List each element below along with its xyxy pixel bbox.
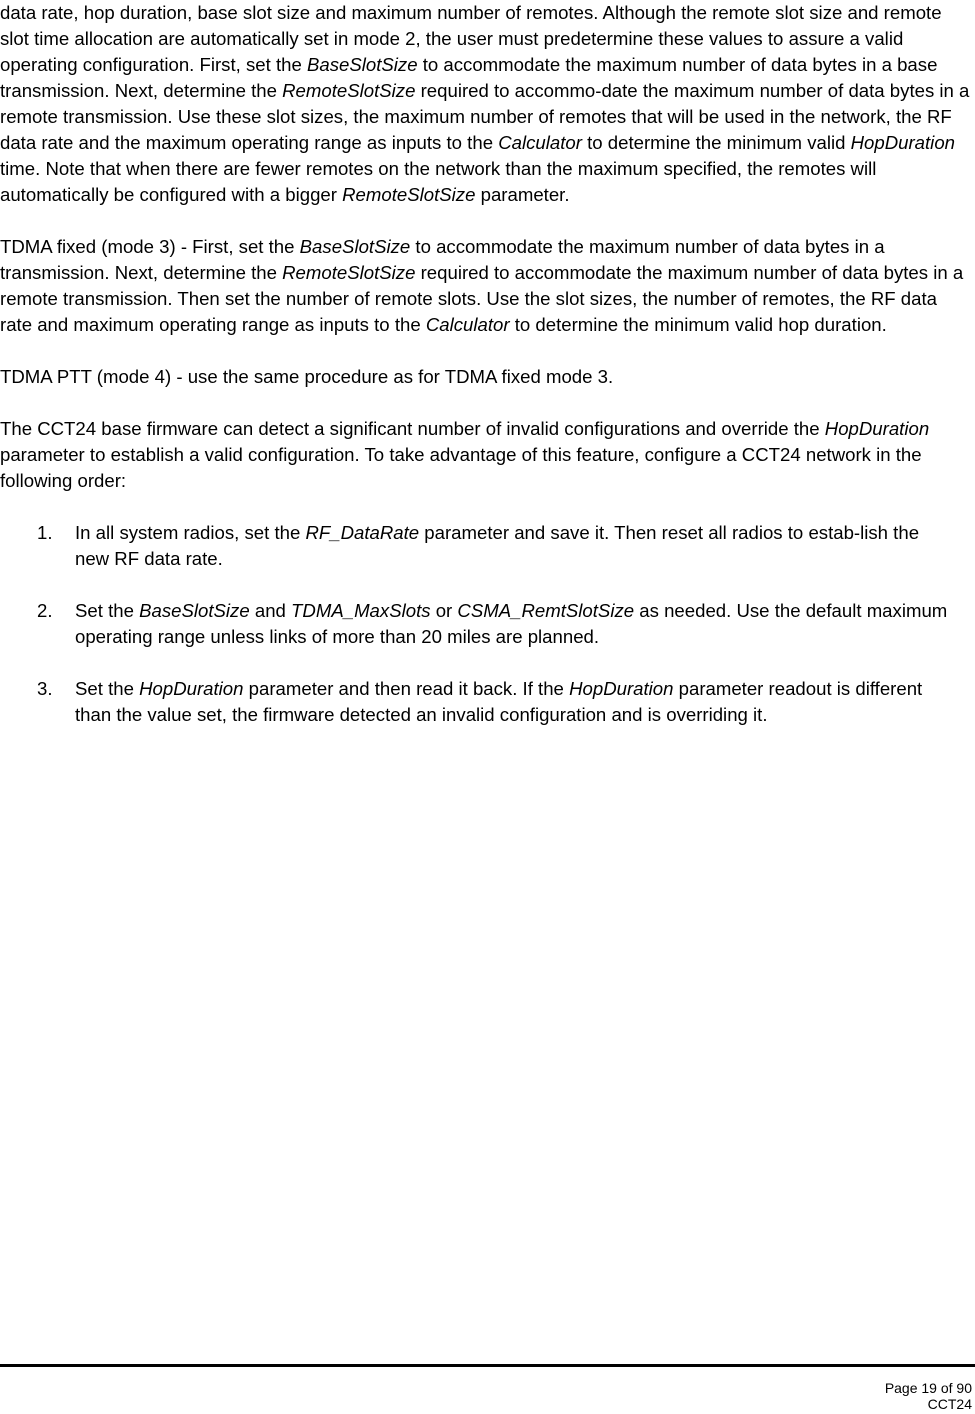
- parameter-name: BaseSlotSize: [139, 600, 250, 621]
- text-run: parameter readout is different than the value set, the firmware detected an invalid configuration and is overriding it.: [75, 678, 923, 725]
- list-number: 2.: [37, 600, 53, 621]
- text-run: parameter and then read it back. If the: [243, 678, 570, 699]
- text-run: time. Note that when there are fewer remotes on the network than the maximum specified, the remotes will automatically be configured with a bigger: [0, 158, 877, 205]
- text-run: parameter to establish a valid configuration. To take advantage of this feature, configure a CCT24 network in the following order:: [0, 444, 922, 491]
- text-run: and: [249, 600, 292, 621]
- parameter-name: HopDuration: [139, 678, 244, 699]
- list-item-text: [75, 600, 947, 647]
- text-run: to determine the minimum valid hop duration.: [509, 314, 887, 335]
- text-run: Set the: [75, 600, 140, 621]
- parameter-name: RemoteSlotSize: [342, 184, 476, 205]
- text-run: parameter and save it. Then reset all radios to estab-lish the new RF data rate.: [75, 522, 920, 569]
- text-run: required to accommodate the maximum number of data bytes in a remote transmission. Then set the number of remote slots. Use the slot sizes, the number of remotes, the RF data rate and maximum operating range as inputs to the: [0, 262, 964, 335]
- body-paragraph: [0, 0, 970, 208]
- parameter-name: RemoteSlotSize: [282, 262, 416, 283]
- list-number: 1.: [37, 522, 53, 543]
- parameter-name: HopDuration: [824, 418, 930, 439]
- parameter-name: TDMA_MaxSlots: [291, 600, 431, 621]
- text-run: to accommodate the maximum number of data bytes in a base transmission. Next, determine the: [0, 54, 938, 101]
- text-run: to accommodate the maximum number of data bytes in a transmission. Next, determine the: [0, 236, 885, 283]
- text-run: Set the: [75, 678, 140, 699]
- text-run: or: [430, 600, 458, 621]
- document-name: CCT24: [927, 1396, 972, 1412]
- parameter-name: Calculator: [498, 132, 582, 153]
- configuration-steps-list: [0, 520, 970, 728]
- parameter-name: RF_DataRate: [305, 522, 420, 543]
- text-run: data rate, hop duration, base slot size and maximum number of remotes. Although the remote slot size and remote slot time allocation are automatically set in mode 2, the user must predetermine these values to assure a valid operating configuration. First, set the: [0, 2, 942, 75]
- text-run: In all system radios, set the: [75, 522, 306, 543]
- page-number: Page 19 of 90: [884, 1380, 972, 1396]
- parameter-name: HopDuration: [569, 678, 674, 699]
- list-item: [0, 676, 955, 728]
- parameter-name: BaseSlotSize: [306, 54, 418, 75]
- paragraph-group: [0, 0, 970, 494]
- parameter-name: HopDuration: [850, 132, 955, 153]
- list-item: [0, 598, 955, 650]
- parameter-name: Calculator: [425, 314, 510, 335]
- text-run: TDMA fixed (mode 3) - First, set the: [0, 236, 300, 257]
- text-run: The CCT24 base firmware can detect a significant number of invalid configurations and override the: [0, 418, 825, 439]
- list-number: 3.: [37, 678, 53, 699]
- text-run: as needed. Use the default maximum operating range unless links of more than 20 miles are planned.: [75, 600, 948, 647]
- parameter-name: CSMA_RemtSlotSize: [457, 600, 635, 621]
- body-paragraph: [0, 364, 970, 390]
- parameter-name: RemoteSlotSize: [282, 80, 416, 101]
- list-item: [0, 520, 955, 572]
- footer-divider: [0, 1364, 975, 1367]
- body-paragraph: [0, 234, 970, 338]
- text-run: parameter.: [475, 184, 570, 205]
- list-item-text: [75, 522, 919, 569]
- text-run: required to accommo-date the maximum number of data bytes in a remote transmission. Use these slot sizes, the maximum number of remotes that will be used in the network, the RF data rate and the maximum operating range as inputs to the: [0, 80, 970, 153]
- parameter-name: BaseSlotSize: [299, 236, 411, 257]
- body-paragraph: [0, 416, 970, 494]
- page-footer: [885, 1380, 972, 1412]
- text-run: TDMA PTT (mode 4) - use the same procedure as for TDMA fixed mode 3.: [0, 366, 614, 387]
- text-run: to determine the minimum valid: [581, 132, 851, 153]
- list-item-text: [75, 678, 922, 725]
